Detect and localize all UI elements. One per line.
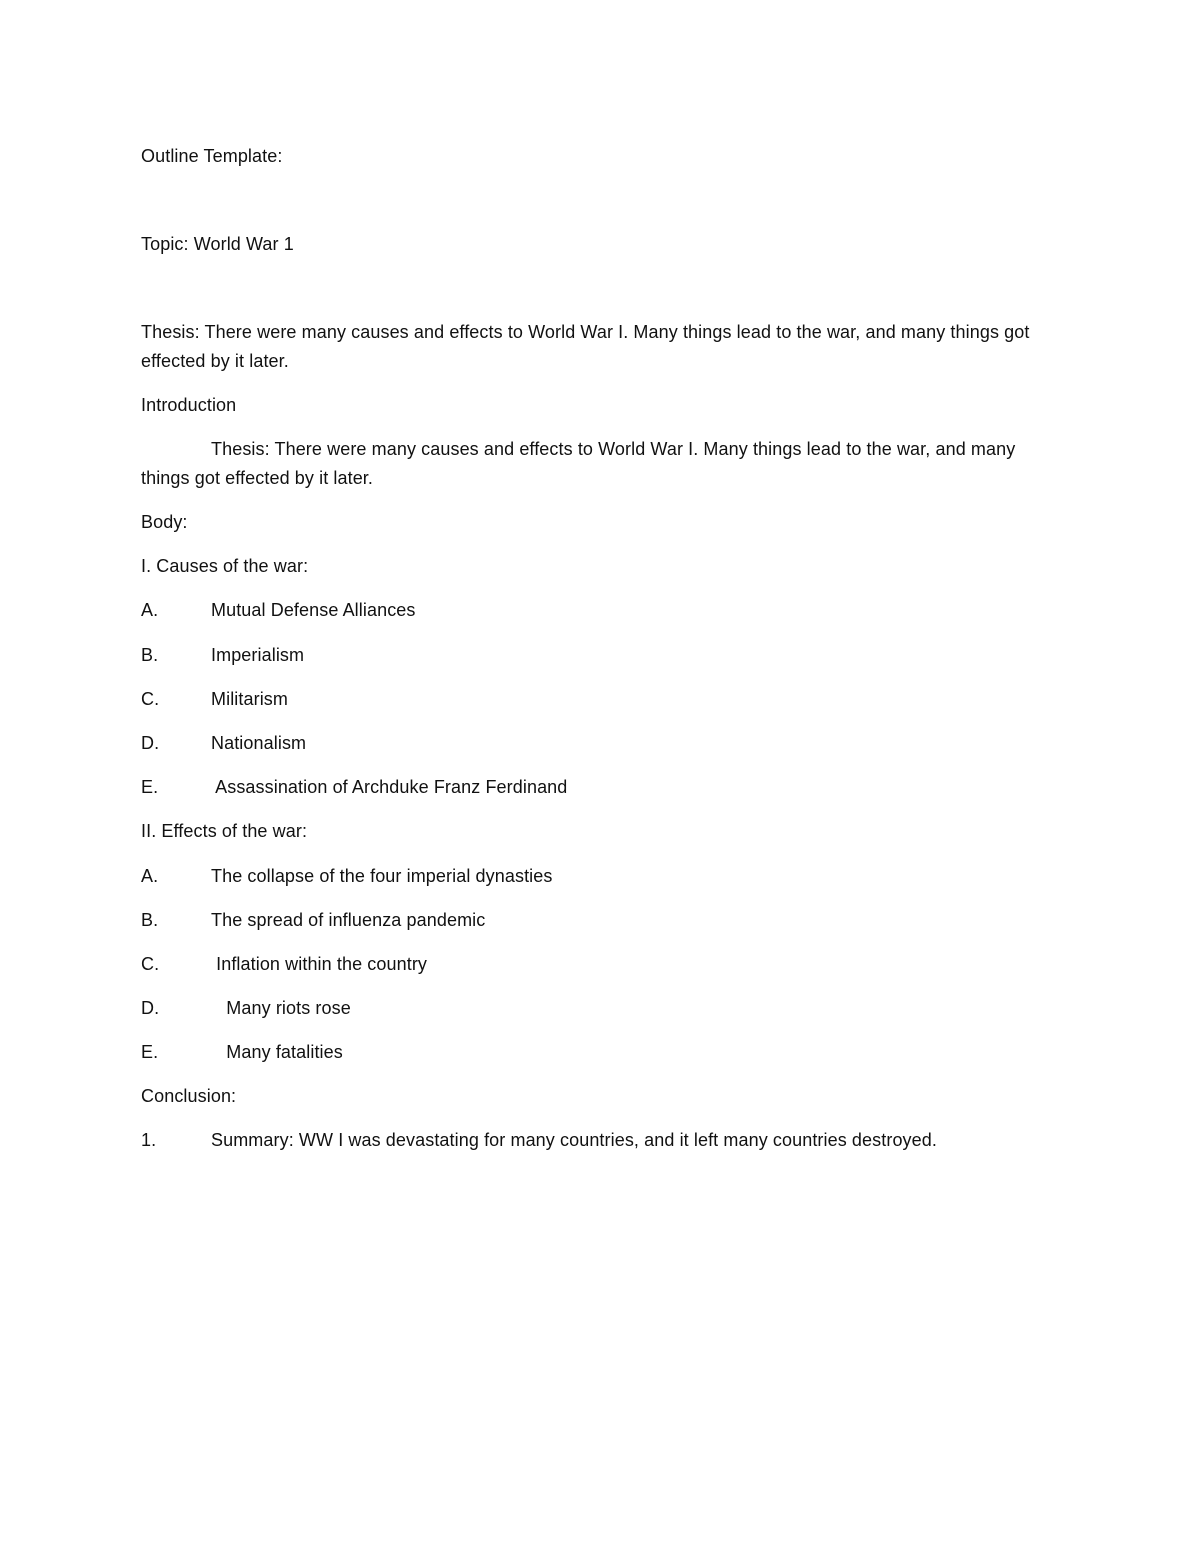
conclusion-heading: Conclusion: — [141, 1086, 237, 1106]
list-item-text: Assassination of Archduke Franz Ferdinand — [211, 777, 568, 797]
list-item-text: Mutual Defense Alliances — [211, 600, 416, 620]
list-item-text: Summary: WW I was devastating for many countries, and it left many countries destroyed. — [211, 1130, 937, 1150]
list-item — [141, 598, 416, 622]
list-marker: A. — [141, 600, 159, 620]
list-marker: C. — [141, 954, 160, 974]
list-item-text: The collapse of the four imperial dynasties — [211, 866, 553, 886]
list-marker: B. — [141, 645, 159, 665]
list-item — [141, 1128, 937, 1152]
body-heading: Body: — [141, 512, 188, 532]
list-item — [141, 775, 567, 799]
list-marker: D. — [141, 998, 160, 1018]
list-marker: B. — [141, 910, 159, 930]
list-item-text: Many fatalities — [211, 1042, 343, 1062]
document-title: Outline Template: — [141, 146, 283, 166]
topic-line: Topic: World War 1 — [141, 234, 294, 254]
list-item — [141, 687, 288, 711]
introduction-heading: Introduction — [141, 395, 237, 415]
list-marker: 1. — [141, 1130, 157, 1150]
list-item — [141, 996, 351, 1020]
list-item-text: Militarism — [211, 689, 288, 709]
thesis-paragraph: Thesis: There were many causes and effects to World War I. Many things lead to the war, and many things got effected by it later. — [141, 322, 1030, 371]
list-item — [141, 908, 485, 932]
list-marker: E. — [141, 777, 159, 797]
causes-heading: I. Causes of the war: — [141, 556, 309, 576]
list-item-text: Many riots rose — [211, 998, 351, 1018]
list-item-text: Imperialism — [211, 645, 305, 665]
effects-heading: II. Effects of the war: — [141, 821, 308, 841]
list-marker: A. — [141, 866, 159, 886]
list-item — [141, 731, 306, 755]
list-item-text: Inflation within the country — [211, 954, 428, 974]
introduction-thesis-paragraph: Thesis: There were many causes and effects to World War I. Many things lead to the war, and many things got effected by it later. — [141, 439, 1016, 488]
list-item — [141, 864, 552, 888]
list-item — [141, 952, 427, 976]
list-marker: C. — [141, 689, 160, 709]
list-item-text: The spread of influenza pandemic — [211, 910, 486, 930]
list-item-text: Nationalism — [211, 733, 307, 753]
list-item — [141, 1040, 343, 1064]
list-item — [141, 643, 304, 667]
list-marker: E. — [141, 1042, 159, 1062]
list-marker: D. — [141, 733, 160, 753]
